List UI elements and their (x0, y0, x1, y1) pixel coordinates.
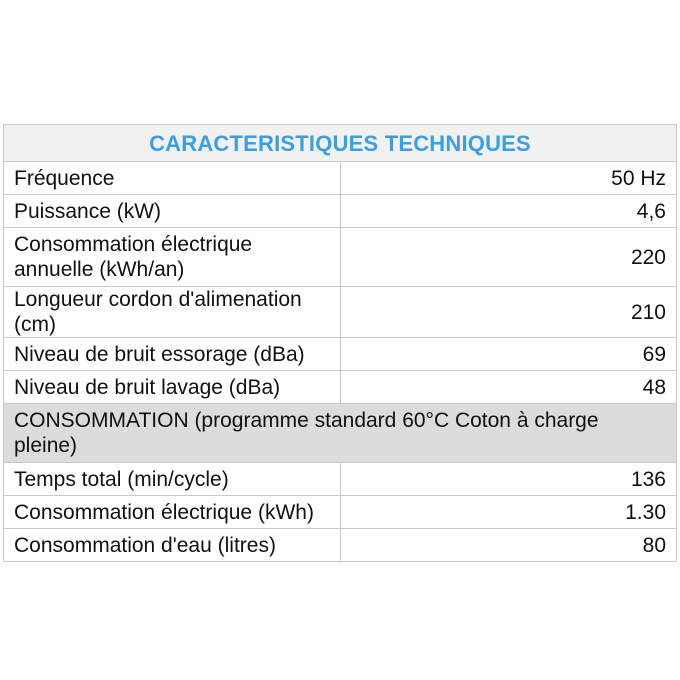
specifications-table (3, 124, 677, 562)
row-label: Fréquence (4, 162, 341, 195)
row-value: 48 (340, 371, 677, 404)
section-header-row (4, 404, 677, 463)
row-value: 80 (340, 529, 677, 562)
row-label: Consommation électrique annuelle (kWh/an) (4, 228, 341, 287)
row-value: 220 (340, 228, 677, 287)
table-row (4, 338, 677, 371)
row-label: Puissance (kW) (4, 195, 341, 228)
row-value: 210 (340, 287, 677, 338)
row-value: 69 (340, 338, 677, 371)
row-value: 50 Hz (340, 162, 677, 195)
table-row (4, 287, 677, 338)
row-label: Longueur cordon d'alimenation (cm) (4, 287, 341, 338)
row-label: Niveau de bruit essorage (dBa) (4, 338, 341, 371)
table-row (4, 371, 677, 404)
section-header: CONSOMMATION (programme standard 60°C Coton à charge pleine) (4, 404, 677, 463)
row-label: Consommation d'eau (litres) (4, 529, 341, 562)
table-row (4, 496, 677, 529)
row-value: 136 (340, 463, 677, 496)
row-label: Consommation électrique (kWh) (4, 496, 341, 529)
table-title-row (4, 125, 677, 162)
table-row (4, 162, 677, 195)
table-row (4, 195, 677, 228)
row-label: Temps total (min/cycle) (4, 463, 341, 496)
table-row (4, 228, 677, 287)
table-row (4, 529, 677, 562)
row-value: 4,6 (340, 195, 677, 228)
row-value: 1.30 (340, 496, 677, 529)
table-title: CARACTERISTIQUES TECHNIQUES (4, 125, 677, 162)
row-label: Niveau de bruit lavage (dBa) (4, 371, 341, 404)
table-row (4, 463, 677, 496)
